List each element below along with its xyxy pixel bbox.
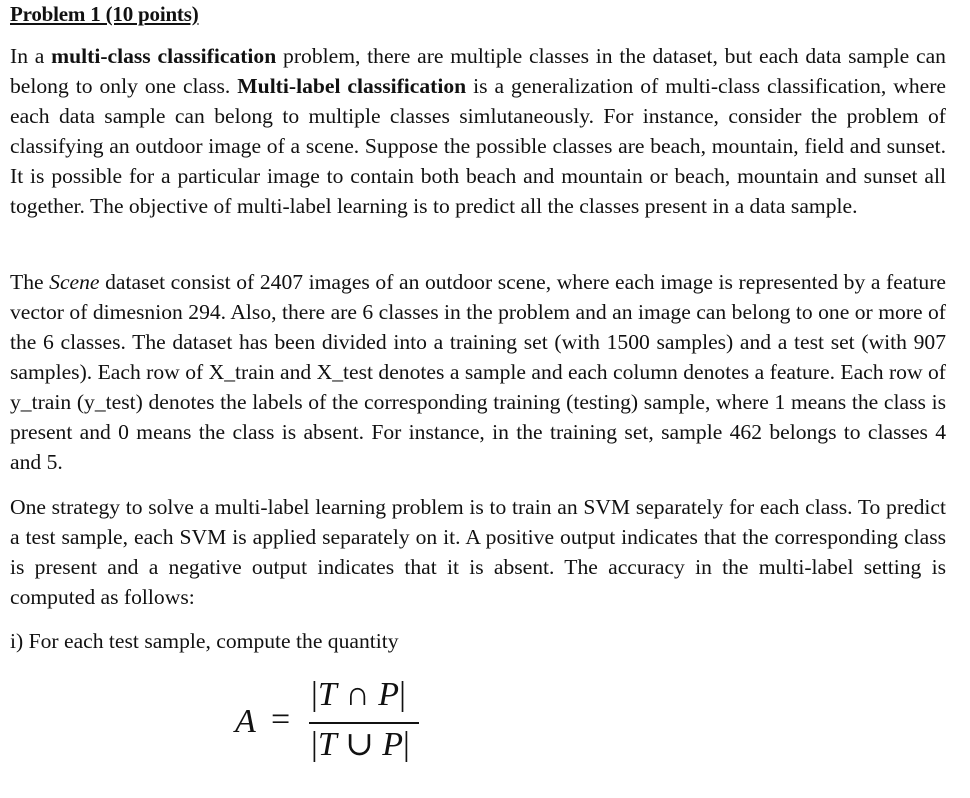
abs-bar: | bbox=[399, 676, 406, 713]
abs-bar: | bbox=[403, 726, 410, 763]
problem-heading: Problem 1 (10 points) bbox=[10, 2, 199, 26]
var-t: T bbox=[317, 726, 337, 763]
formula-lhs: A bbox=[235, 703, 256, 740]
accuracy-formula bbox=[235, 677, 435, 777]
abs-bar: | bbox=[311, 726, 318, 763]
text-run: problem, there are multiple classes in the dataset, but each data sample can belong to only one class. bbox=[10, 44, 946, 98]
var-p: P bbox=[378, 676, 400, 713]
formula-equals: = bbox=[271, 701, 291, 738]
abs-bar: | bbox=[311, 676, 318, 713]
text-run: dataset consist of 2407 images of an outdoor scene, where each image is represented by a feature vector of dimesnion 294. Also, there are 6 classes in the problem and an image can belong to one or more of the 6 classes. The dataset has been divided into a training set (with 1500 samples) and a test set (with 907 samples). Each row of X_train and X_test denotes a sample and each column denotes a feature. Each row of y_train (y_test) denotes the labels of the corresponding training (testing) sample, where 1 means the class is present and 0 means the class is absent. For instance, in the training set, sample 462 belongs to classes 4 and 5. bbox=[10, 270, 946, 474]
bold-term-multilabel: Multi-label classification bbox=[237, 74, 467, 98]
paragraph-dataset bbox=[10, 267, 946, 477]
italic-dataset-name: Scene bbox=[49, 270, 100, 294]
paragraph-strategy: One strategy to solve a multi-label learning problem is to train an SVM separately for each class. To predict a test sample, each SVM is applied separately on it. A positive output indicates that the corresponding class is present and a negative output indicates that it is absent. The accuracy in the multi-label setting is computed as follows: bbox=[10, 495, 946, 609]
var-t: T bbox=[317, 676, 337, 713]
bold-term-multiclass: multi-class classification bbox=[51, 44, 277, 68]
formula-denominator bbox=[311, 724, 410, 764]
var-p: P bbox=[382, 726, 404, 763]
paragraph-intro bbox=[10, 41, 946, 221]
formula-numerator bbox=[311, 676, 406, 714]
paragraph-step-one: i) For each test sample, compute the quantity bbox=[10, 629, 399, 653]
union-symbol: ∪ bbox=[336, 726, 383, 763]
text-run: In a bbox=[10, 44, 52, 68]
text-run: is a generalization of multi-class classification, where each data sample can belong to multiple classes simlutaneously. For instance, consider the problem of classifying an outdoor image of a scene. Suppose the possible classes are beach, mountain, field and sunset. It is possible for a particular image to contain both beach and mountain or beach, mountain and sunset all together. The objective of multi-label learning is to predict all the classes present in a data sample. bbox=[10, 74, 946, 218]
intersection-symbol: ∩ bbox=[336, 676, 379, 713]
text-run: The bbox=[10, 270, 50, 294]
